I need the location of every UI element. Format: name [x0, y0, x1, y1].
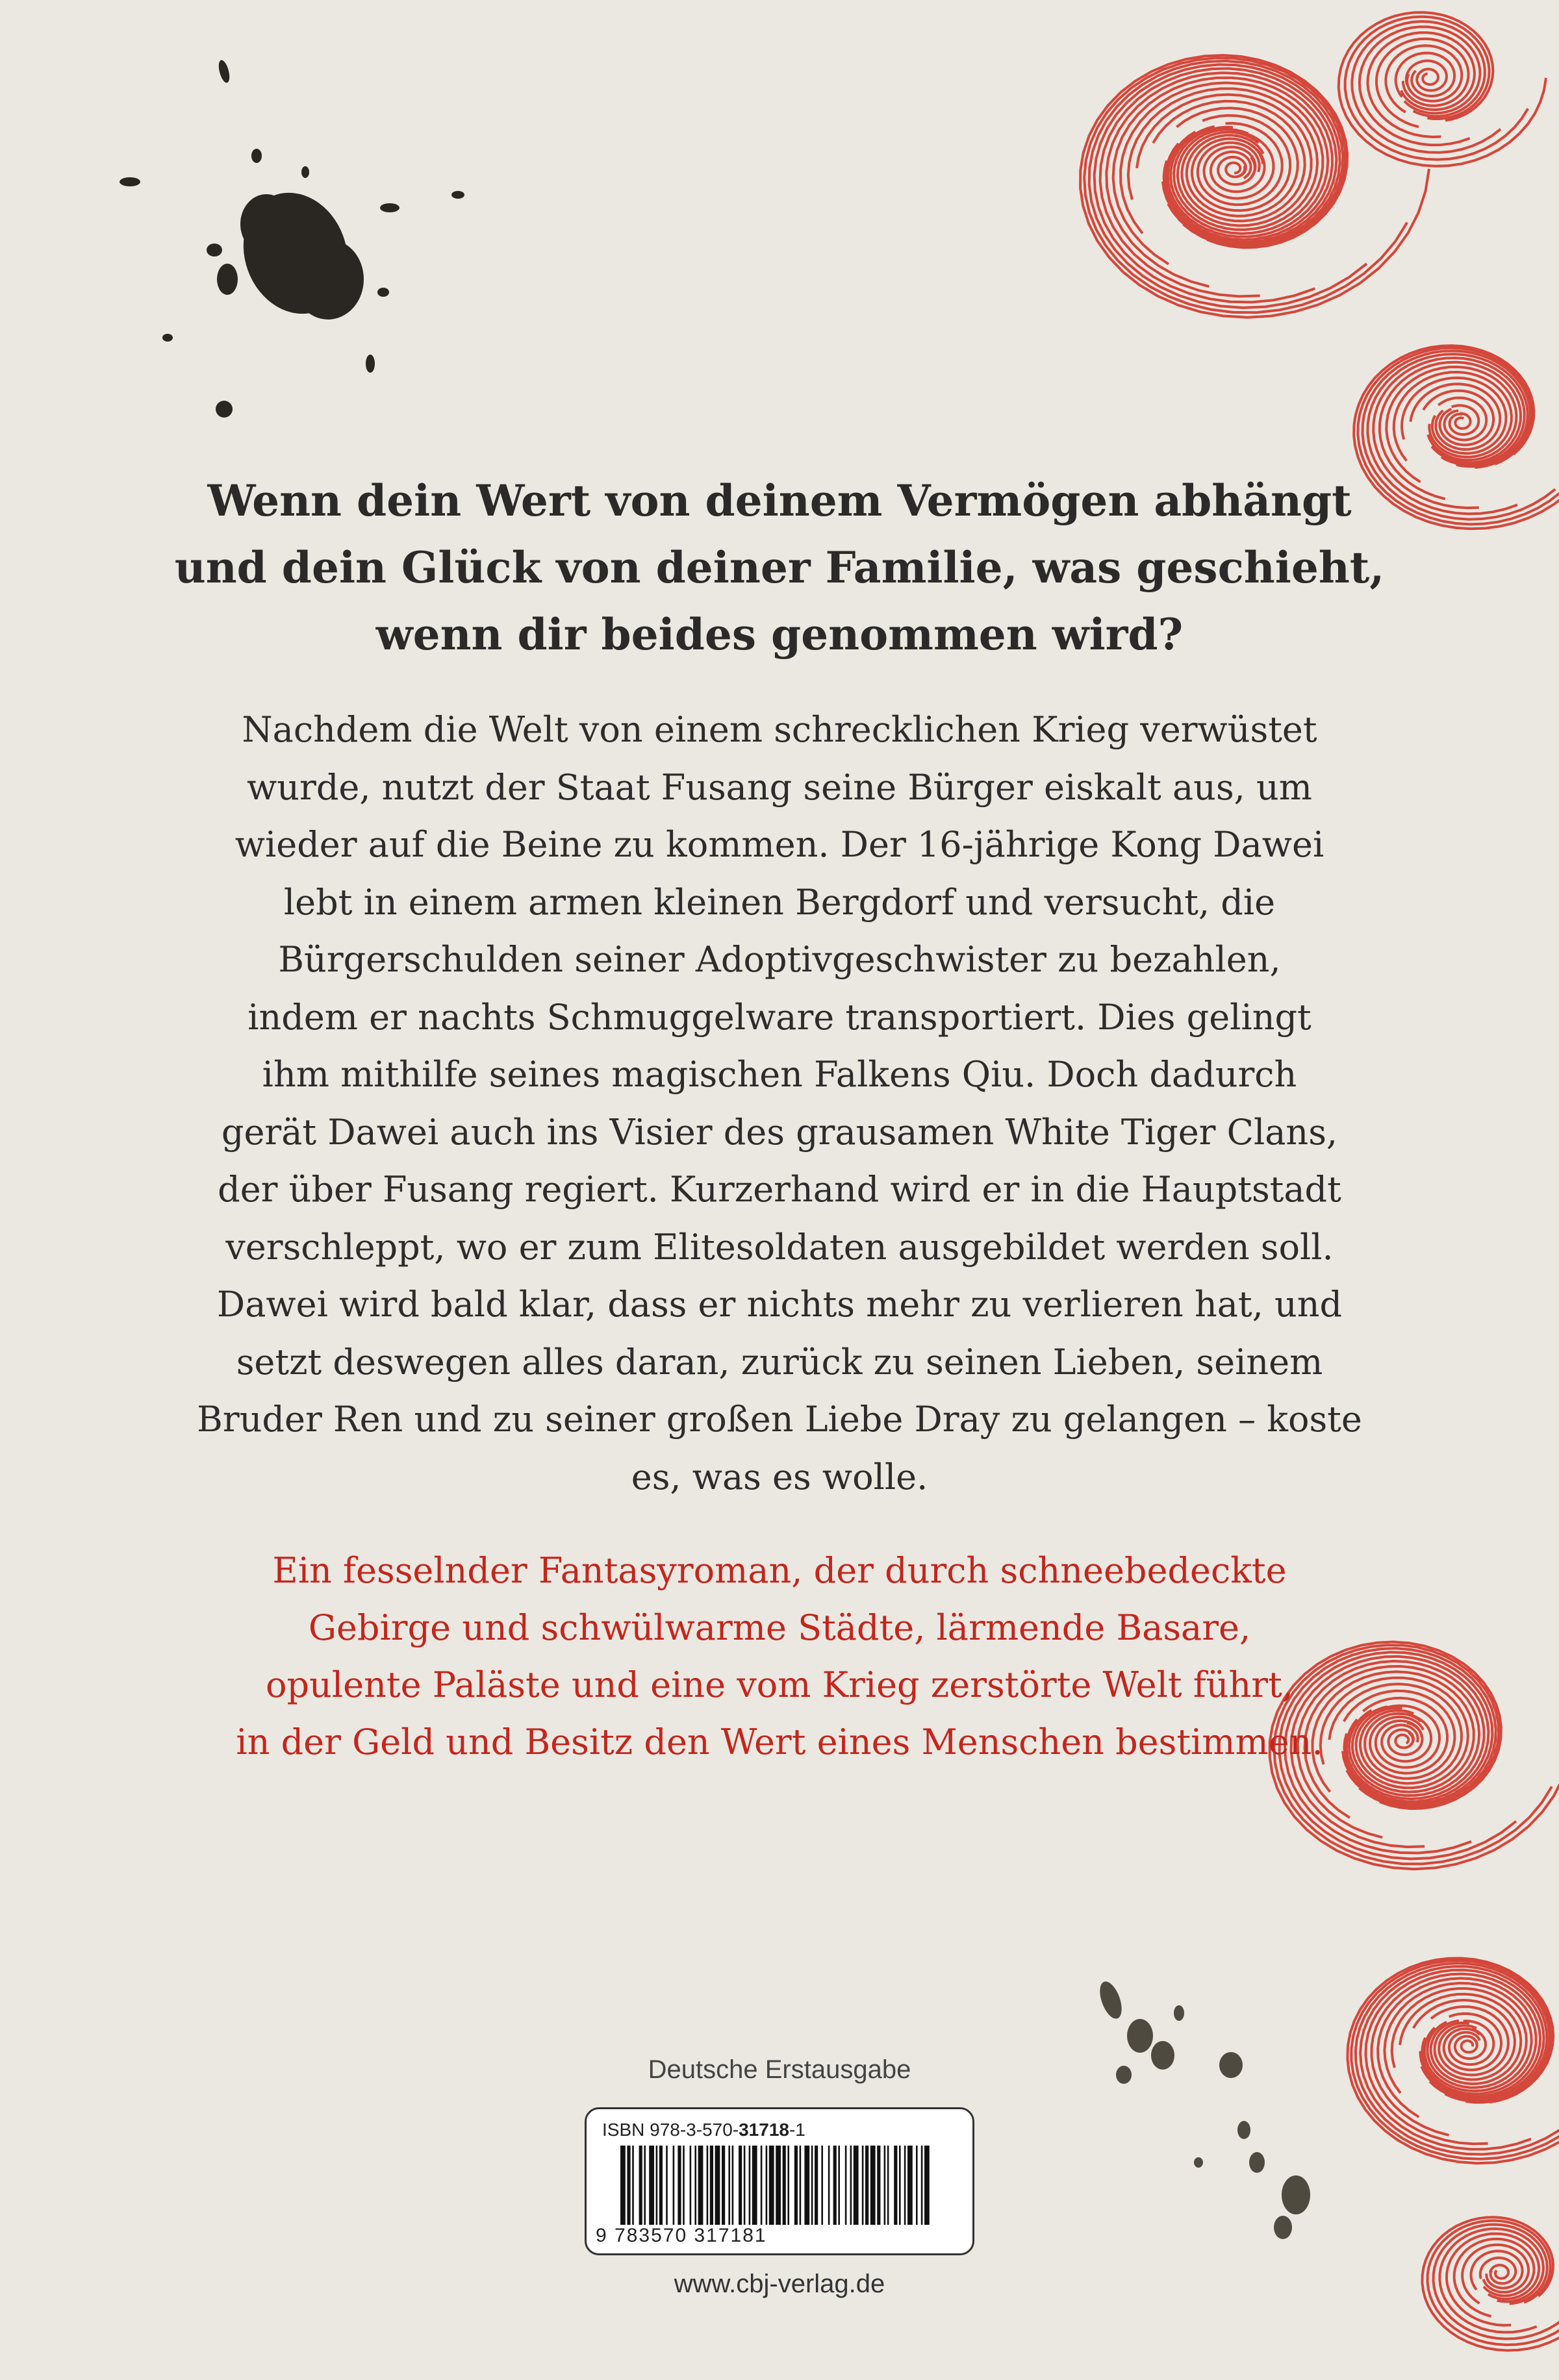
tagline-line: wenn dir beides genommen wird?	[375, 609, 1184, 660]
closing-line: in der Geld und Besitz den Wert eines Menschen bestimmen.	[236, 1722, 1323, 1762]
barcode-bar	[694, 2146, 696, 2225]
publisher-website: www.cbj-verlag.de	[674, 2270, 885, 2298]
barcode-bar	[894, 2146, 897, 2225]
blurb-text	[0, 701, 1559, 1506]
barcode-bar	[659, 2146, 663, 2225]
blurb-line: wieder auf die Beine zu kommen. Der 16-jährige Kong Dawei	[234, 824, 1325, 865]
blurb-line: wurde, nutzt der Staat Fusang seine Bürger eiskalt aus, um	[247, 766, 1312, 808]
barcode-icon	[620, 2146, 945, 2225]
edition-label: Deutsche Erstausgabe	[648, 2055, 911, 2084]
blurb-line: gerät Dawei auch ins Visier des grausamen White Tiger Clans,	[221, 1111, 1338, 1153]
blurb-line: setzt deswegen alles daran, zurück zu seinen Lieben, seinem	[236, 1341, 1323, 1383]
swirl-stroke	[1417, 69, 1438, 84]
blurb-line: Bruder Ren und zu seiner großen Liebe Dray zu gelangen – koste	[197, 1399, 1362, 1440]
barcode-bar	[783, 2146, 786, 2225]
barcode-bar	[870, 2146, 876, 2225]
barcode-bar	[904, 2146, 906, 2225]
closing-text	[0, 1542, 1559, 1771]
swirl-stroke	[1226, 163, 1245, 177]
blurb-line: verschleppt, wo er zum Elitesoldaten ausgebildet werden soll.	[225, 1226, 1334, 1268]
swirl-stroke	[1450, 405, 1479, 434]
ink-splatter-icon	[120, 59, 464, 418]
swirl-stroke	[1106, 73, 1332, 286]
barcode-bar	[666, 2146, 668, 2225]
barcode-bar	[722, 2146, 725, 2225]
barcode-bar	[769, 2146, 774, 2225]
barcode-bar	[761, 2146, 763, 2225]
barcode-bar	[656, 2146, 658, 2225]
barcode-bar	[845, 2146, 847, 2225]
barcode-bar	[811, 2146, 813, 2225]
ink-splatter-icon	[1096, 1979, 1310, 2239]
barcode-bar	[821, 2146, 823, 2225]
barcode-bar	[678, 2146, 681, 2225]
barcode-bar	[749, 2146, 751, 2225]
barcode-bar	[715, 2146, 720, 2225]
barcode-bar	[916, 2146, 918, 2225]
barcode-bar	[707, 2146, 709, 2225]
barcode-bar	[887, 2146, 889, 2225]
barcode-digits: 9 783570 317181	[596, 2225, 767, 2246]
tagline-line: und dein Glück von deiner Familie, was geschieht,	[174, 542, 1385, 593]
barcode-bar	[787, 2146, 789, 2225]
barcode-bar	[804, 2146, 809, 2225]
blurb-line: Bürgerschulden seiner Adoptivgeschwister zu bezahlen,	[278, 939, 1281, 980]
closing-line: Gebirge und schwülwarme Städte, lärmende Basare,	[308, 1607, 1251, 1648]
isbn-suffix: -1	[789, 2120, 805, 2140]
barcode-bar	[899, 2146, 901, 2225]
barcode-bar	[732, 2146, 734, 2225]
blurb-line: es, was es wolle.	[631, 1456, 928, 1497]
swirl-stroke	[1490, 2265, 1508, 2279]
blurb-line: der über Fusang regiert. Kurzerhand wird er in die Hauptstadt	[218, 1169, 1341, 1210]
isbn-prefix: ISBN 978-3-570-	[602, 2120, 739, 2140]
barcode-bar	[710, 2146, 713, 2225]
barcode-bar	[752, 2146, 757, 2225]
barcode-bar	[924, 2146, 930, 2225]
barcode-bar	[627, 2146, 630, 2225]
barcode-bar	[649, 2146, 654, 2225]
barcode-bar	[739, 2146, 742, 2225]
barcode-bar	[815, 2146, 818, 2225]
barcode-bar	[833, 2146, 837, 2225]
barcode-bar	[850, 2146, 852, 2225]
blurb-line: indem er nachts Schmuggelware transportiert. Dies gelingt	[247, 996, 1312, 1038]
swirl-stroke	[1455, 414, 1470, 429]
barcode-bar	[698, 2146, 703, 2225]
barcode-bar	[800, 2146, 802, 2225]
barcode-bar	[907, 2146, 913, 2225]
barcode-bar	[766, 2146, 768, 2225]
barcode-bar	[877, 2146, 880, 2225]
tagline	[0, 468, 1559, 668]
barcode-bar	[776, 2146, 781, 2225]
blurb-line: Dawei wird bald klar, dass er nichts mehr zu verlieren hat, und	[216, 1284, 1343, 1325]
swirl-stroke	[1480, 2258, 1516, 2284]
barcode-bar	[884, 2146, 886, 2225]
barcode-bar	[794, 2146, 798, 2225]
barcode-bar	[828, 2146, 830, 2225]
isbn-number	[602, 2120, 805, 2140]
blurb-line: Nachdem die Welt von einem schrecklichen Krieg verwüstet	[242, 709, 1317, 750]
barcode-bar	[632, 2146, 634, 2225]
swirl-stroke	[1462, 2038, 1477, 2052]
barcode-bar	[673, 2146, 675, 2225]
closing-line: Ein fesselnder Fantasyroman, der durch schneebedeckte	[272, 1550, 1287, 1591]
blurb-line: ihm mithilfe seines magischen Falkens Qiu. Doch dadurch	[262, 1054, 1297, 1095]
barcode-bar	[644, 2146, 646, 2225]
barcode-bar	[921, 2146, 923, 2225]
barcode-bar	[639, 2146, 642, 2225]
barcode-bar	[728, 2146, 730, 2225]
closing-line: opulente Paläste und eine vom Krieg zerstörte Welt führt,	[266, 1664, 1293, 1705]
barcode-bar	[865, 2146, 868, 2225]
barcode-bar	[683, 2146, 685, 2225]
isbn-barcode-box	[585, 2107, 974, 2255]
tagline-line: Wenn dein Wert von deinem Vermögen abhängt	[207, 475, 1352, 526]
barcode-bar	[744, 2146, 746, 2225]
barcode-bar	[690, 2146, 692, 2225]
isbn-bold-part: 31718	[739, 2120, 789, 2140]
barcode-bar	[862, 2146, 864, 2225]
barcode-bar	[838, 2146, 840, 2225]
red-swirl-ornament-icon	[1080, 12, 1559, 529]
barcode-bar	[620, 2146, 626, 2225]
blurb-line: lebt in einem armen kleinen Bergdorf und versucht, die	[283, 881, 1276, 923]
barcode-bar	[854, 2146, 859, 2225]
